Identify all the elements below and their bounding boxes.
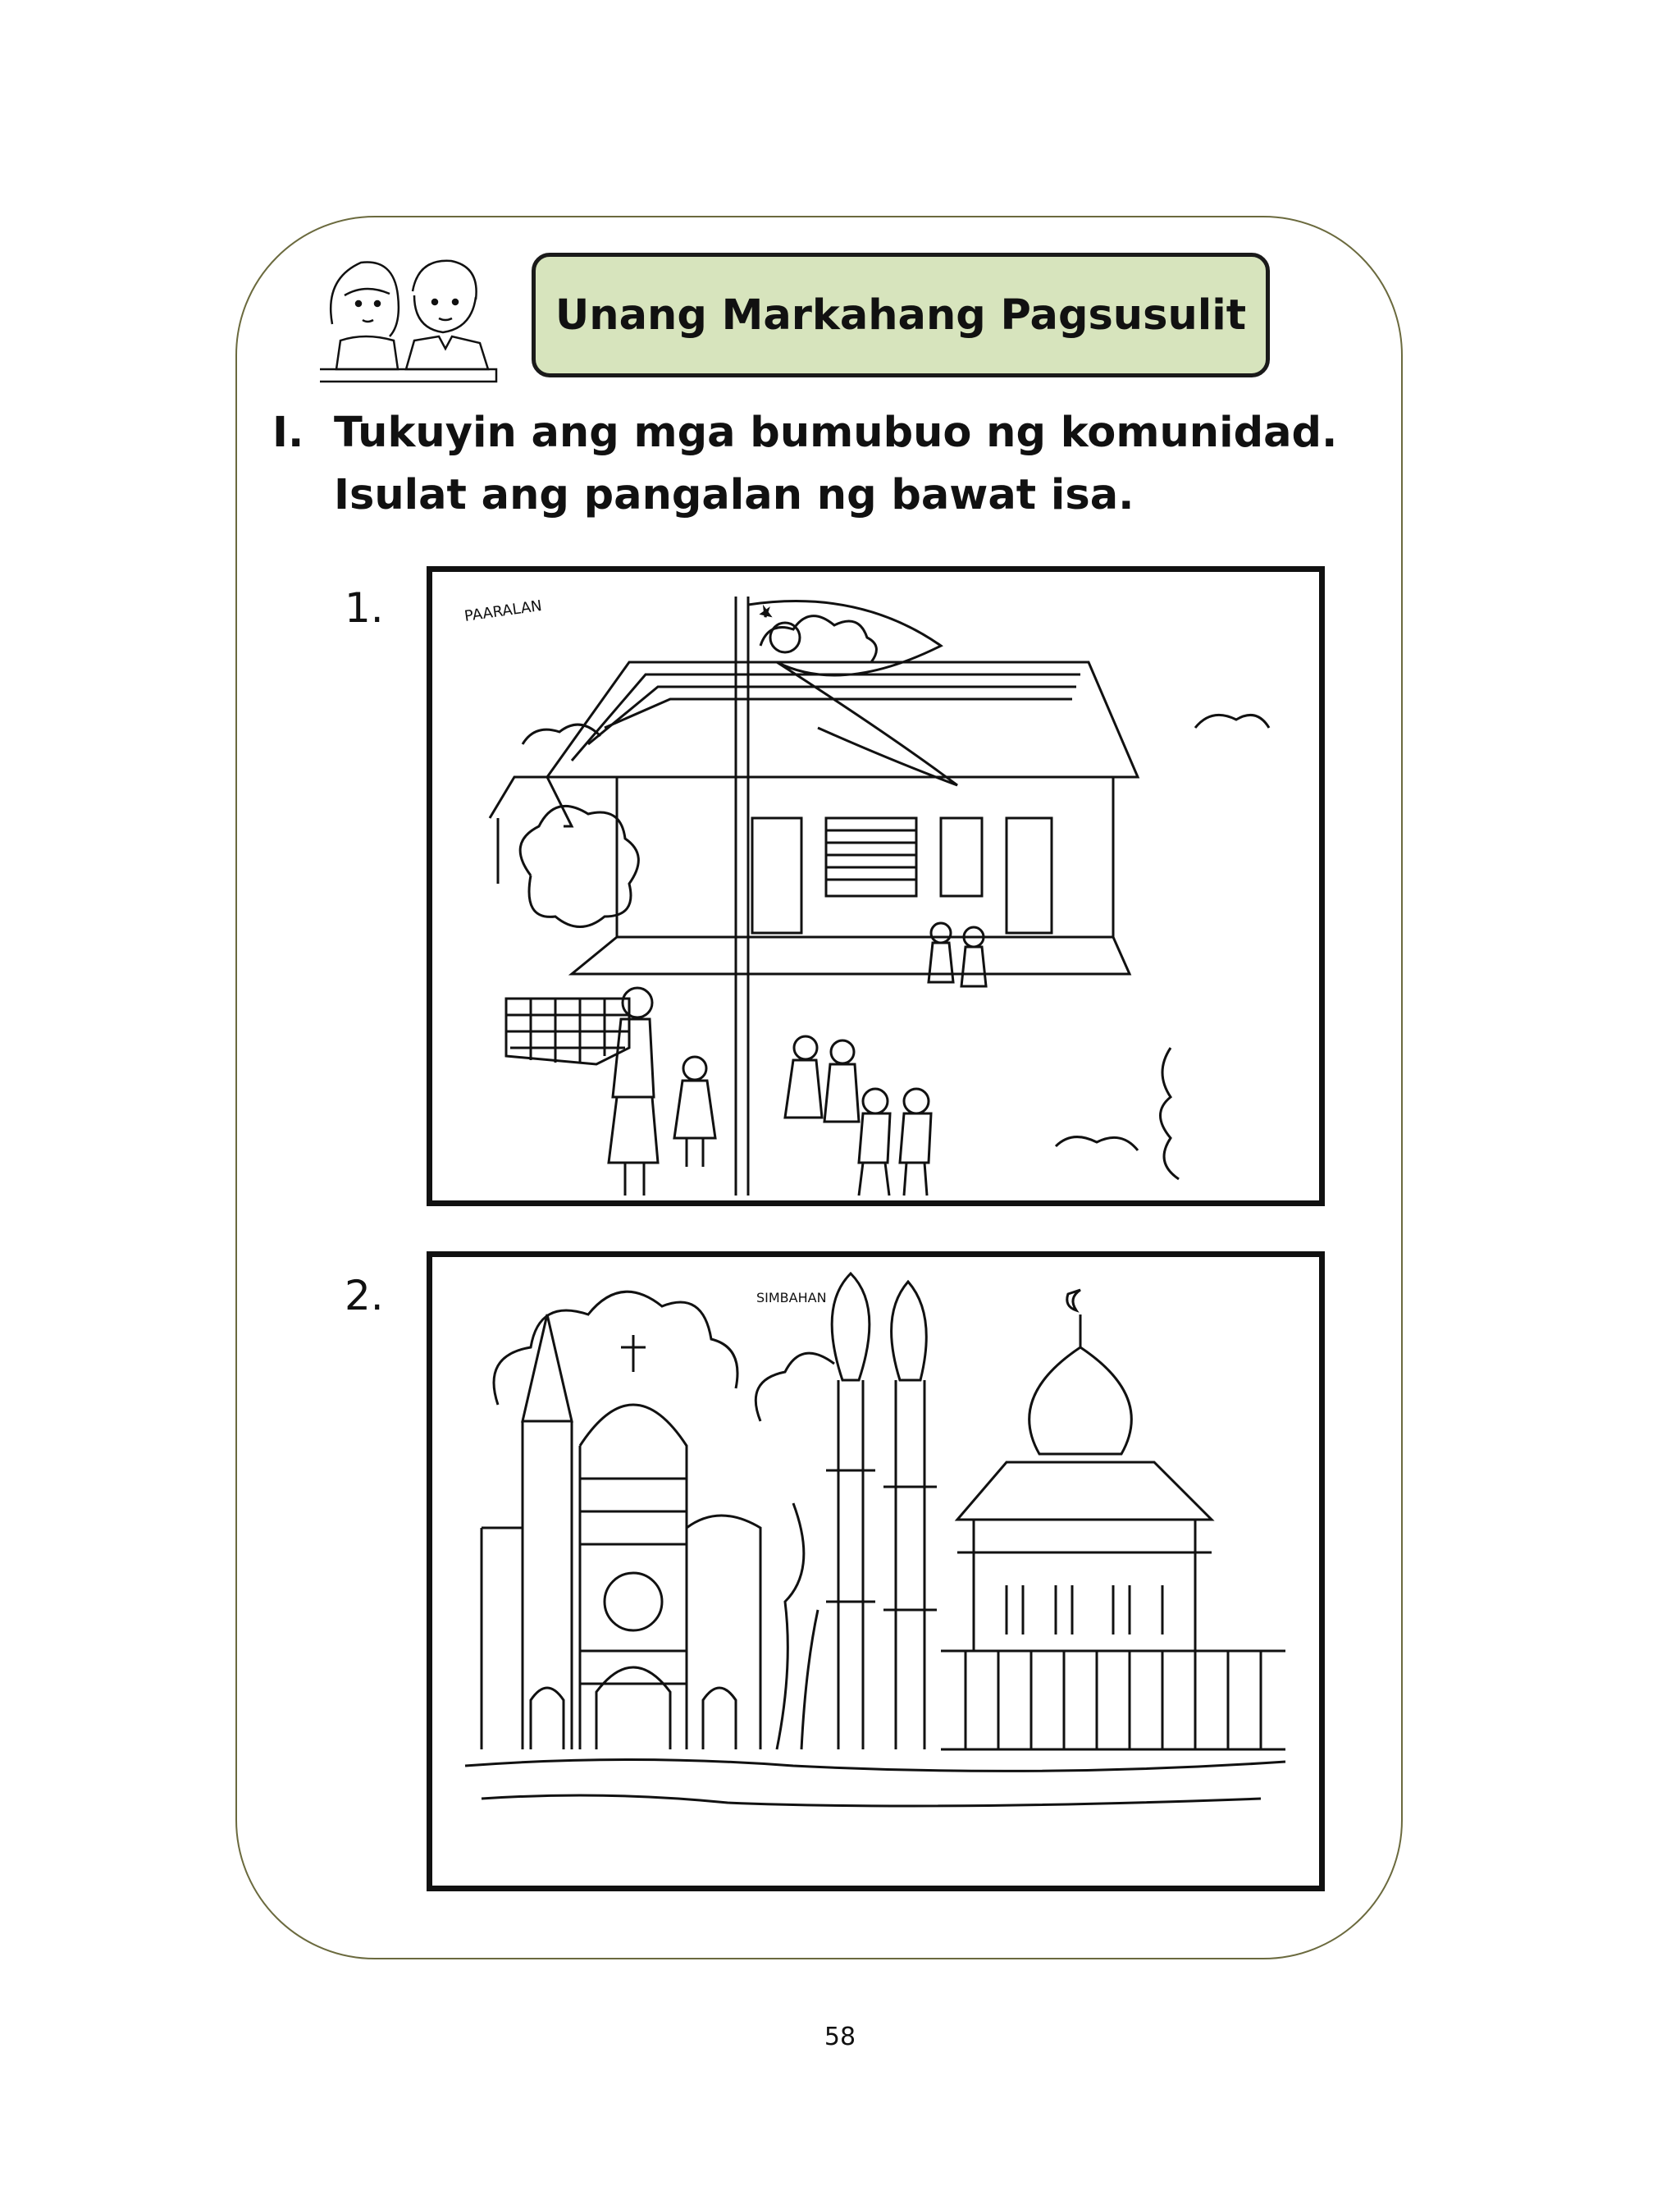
church-sketch-label: SIMBAHAN	[756, 1290, 827, 1305]
church-and-mosque-picture	[427, 1251, 1325, 1891]
page-number: 58	[824, 2023, 856, 2051]
section-number: I.	[272, 409, 304, 457]
page-title: Unang Markahang Pagsusulit	[555, 290, 1247, 340]
children-reading-illustration	[316, 246, 500, 386]
test-title-banner	[532, 253, 1270, 377]
school-picture	[427, 566, 1325, 1206]
instruction-line-1: Tukuyin ang mga bumubuo ng komunidad.	[334, 409, 1338, 457]
instruction-line-2: Isulat ang pangalan ng bawat isa.	[334, 471, 1134, 519]
item-number-2: 2.	[345, 1272, 384, 1319]
item-number-1: 1.	[345, 584, 384, 632]
school-sketch-label: PAARALAN	[463, 597, 543, 625]
